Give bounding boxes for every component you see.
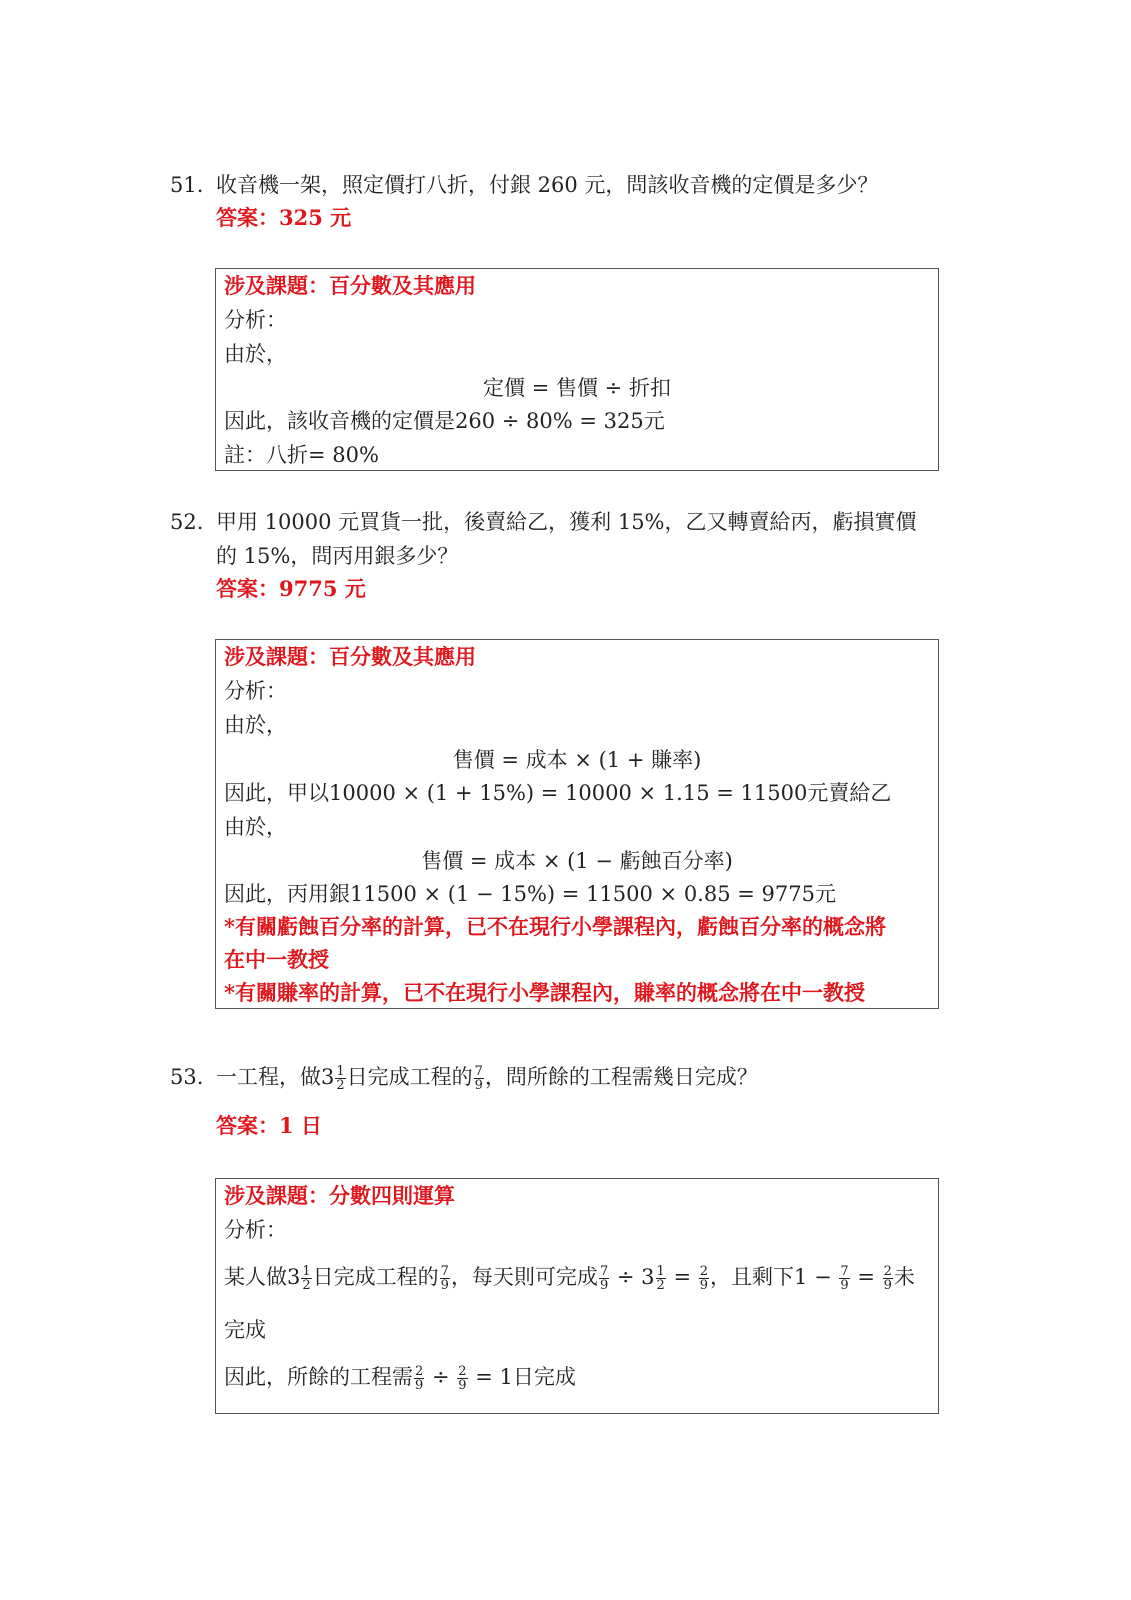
topic-heading: 涉及課題：百分數及其應用 xyxy=(224,644,476,669)
answer-53: 答案：1 日 xyxy=(216,1113,322,1138)
question-text: 一工程，做3 $\frac{1}{2}$ 日完成工程的 $\frac{7}{9}$ ，問所餘的工程需幾日完成？ xyxy=(216,1064,758,1093)
topic-heading: 涉及課題：百分數及其應用 xyxy=(224,273,476,298)
fraction: $\frac{7}{9}$ xyxy=(474,1064,483,1093)
fraction: $\frac{2}{9}$ xyxy=(415,1364,424,1393)
since-label: 由於， xyxy=(224,342,287,366)
formula: 售價 = 成本 × (1 − 虧蝕百分率) xyxy=(421,849,733,873)
topic-heading: 涉及課題：分數四則運算 xyxy=(224,1183,455,1208)
fraction: $\frac{7}{9}$ xyxy=(599,1264,609,1293)
analysis-label: 分析： xyxy=(224,1218,287,1242)
fraction: $\frac{1}{2}$ xyxy=(656,1264,665,1293)
fraction: $\frac{7}{9}$ xyxy=(440,1264,449,1293)
calculation: 因此，所餘的工程需 $\frac{2}{9}$ ÷ $\frac{2}{9}$ = 1日完成 xyxy=(224,1364,576,1393)
formula: 定價 = 售價 ÷ 折扣 xyxy=(483,376,671,400)
fraction: $\frac{2}{9}$ xyxy=(458,1364,467,1393)
solution-box-52 xyxy=(215,639,939,1009)
answer-52: 答案：9775 元 xyxy=(216,576,366,601)
question-text-line1: 甲用 10000 元買貨一批，後賣給乙，獲利 15%，乙又轉賣給丙，虧損實價 xyxy=(216,510,917,534)
answer-51: 答案：325 元 xyxy=(216,205,352,230)
fraction: $\frac{2}{9}$ xyxy=(699,1264,709,1293)
analysis-label: 分析： xyxy=(224,308,287,332)
fraction: $\frac{2}{9}$ xyxy=(883,1264,892,1293)
question-number: 53. xyxy=(170,1065,204,1089)
note: *有關賺率的計算，已不在現行小學課程內，賺率的概念將在中一教授 xyxy=(224,980,865,1005)
fraction: $\frac{1}{2}$ xyxy=(336,1064,345,1093)
fraction: $\frac{1}{2}$ xyxy=(302,1264,311,1293)
calculation: 因此，甲以10000 × (1 + 15%) = 10000 × 1.15 = 11500元賣給乙 xyxy=(224,781,892,805)
note: *有關虧蝕百分率的計算，已不在現行小學課程內，虧蝕百分率的概念將 xyxy=(224,914,886,939)
calculation: 因此，該收音機的定價是260 ÷ 80% = 325元 xyxy=(224,409,665,433)
calculation: 某人做3 $\frac{1}{2}$ 日完成工程的 $\frac{7}{9}$ ，每天則可完成 $\frac{7}{9}$ ÷ 3 $\frac{1}{2}$ = $\frac{2}{9}$ ，且剩下1 − $\frac{7}{9}$ = $\frac{2}{9}$ 未 xyxy=(224,1264,915,1293)
since-label: 由於， xyxy=(224,815,287,839)
question-text-line2: 的 15%，問丙用銀多少？ xyxy=(216,544,459,568)
note: 在中一教授 xyxy=(224,947,329,972)
question-number: 51. xyxy=(170,173,204,197)
note: 註：八折= 80% xyxy=(224,443,379,467)
since-label: 由於， xyxy=(224,713,287,737)
calculation-cont: 完成 xyxy=(224,1318,266,1342)
formula: 售價 = 成本 × (1 + 賺率) xyxy=(452,748,702,772)
fraction: $\frac{7}{9}$ xyxy=(840,1264,849,1293)
solution-box-53 xyxy=(215,1178,939,1414)
calculation: 因此，丙用銀11500 × (1 − 15%) = 11500 × 0.85 = 9775元 xyxy=(224,882,836,906)
analysis-label: 分析： xyxy=(224,679,287,703)
solution-box-51 xyxy=(215,268,939,471)
question-number: 52. xyxy=(170,510,204,534)
question-text: 收音機一架，照定價打八折，付銀 260 元，問該收音機的定價是多少？ xyxy=(216,173,879,197)
